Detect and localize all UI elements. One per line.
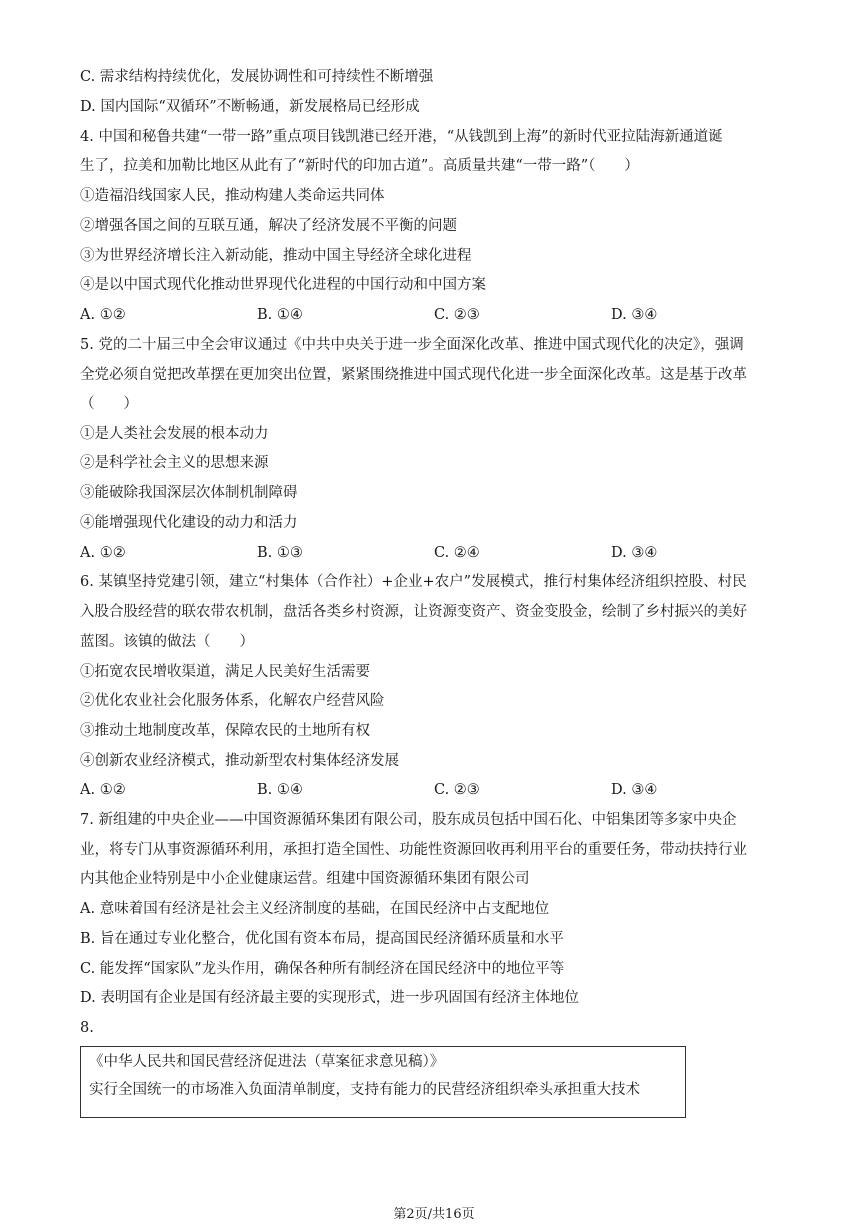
q5-stem-line: 5. 党的二十届三中全会审议通过《中共中央关于进一步全面深化改革、推进中国式现代化的决定》，强调 [80,337,744,353]
q8-box-line: 实行全国统一的市场准入负面清单制度，支持有能力的民营经济组织牵头承担重大技术 [89,1082,640,1098]
q5-option-a: A. ①② [80,545,126,561]
q7-stem-line: 业，将专门从事资源循环利用，承担打造全国性、功能性资源回收再利用平台的重要任务，带动扶持行业 [80,842,747,858]
q8-number: 8. [80,1020,94,1036]
q4-item: ④是以中国式现代化推动世界现代化进程的中国行动和中国方案 [80,277,486,293]
q8-box-title: 《中华人民共和国民营经济促进法（草案征求意见稿）》 [89,1054,445,1070]
q7-stem-line: 内其他企业特别是中小企业健康运营。组建中国资源循环集团有限公司 [80,871,530,887]
q4-item: ①造福沿线国家人民，推动构建人类命运共同体 [80,188,385,204]
q4-stem-line: 4. 中国和秘鲁共建“一带一路”重点项目钱凯港已经开港，“从钱凯到上海”的新时代亚拉陆海新通道诞 [80,129,723,145]
q6-item: ②优化农业社会化服务体系，化解农户经营风险 [80,693,385,709]
q5-item: ④能增强现代化建设的动力和活力 [80,515,298,531]
q7-stem-line: 7. 新组建的中央企业——中国资源循环集团有限公司，股东成员包括中国石化、中铝集团等多家中央企 [80,812,737,828]
q5-option-c: C. ②④ [434,545,480,561]
q6-stem-line: 入股合股经营的联农带农机制，盘活各类乡村资源，让资源变资产、资金变股金，绘制了乡村振兴的美好 [80,604,747,620]
page-number: 第2页/共16页 [393,1207,475,1222]
q6-stem-line: 蓝图。该镇的做法（ ） [80,634,254,650]
q4-option-b: B. ①④ [257,307,303,323]
q4-option-c: C. ②③ [434,307,480,323]
q6-stem-line: 6. 某镇坚持党建引领，建立“村集体（合作社）+企业+农户”发展模式，推行村集体经济组织控股、村民 [80,574,747,590]
q6-option-c: C. ②③ [434,782,480,798]
q6-option-b: B. ①④ [257,782,303,798]
q3-option-d: D. 国内国际“双循环”不断畅通，新发展格局已经形成 [80,99,420,115]
q7-option-d: D. 表明国有企业是国有经济最主要的实现形式，进一步巩固国有经济主体地位 [80,990,579,1006]
q5-item: ①是人类社会发展的根本动力 [80,426,269,442]
q3-option-c: C. 需求结构持续优化，发展协调性和可持续性不断增强 [80,69,434,85]
q5-stem-line: （ ） [80,396,138,412]
q6-item: ③推动土地制度改革，保障农民的土地所有权 [80,723,370,739]
q4-item: ②增强各国之间的互联互通，解决了经济发展不平衡的问题 [80,218,457,234]
q7-option-a: A. 意味着国有经济是社会主义经济制度的基础，在国民经济中占支配地位 [80,901,550,917]
q6-item: ④创新农业经济模式，推动新型农村集体经济发展 [80,753,399,769]
q4-stem-line: 生了，拉美和加勒比地区从此有了“新时代的印加古道”。高质量共建“一带一路”（ ） [80,158,639,174]
q4-option-d: D. ③④ [611,307,658,323]
q6-item: ①拓宽农民增收渠道，满足人民美好生活需要 [80,664,370,680]
q4-item: ③为世界经济增长注入新动能，推动中国主导经济全球化进程 [80,248,472,264]
q5-option-d: D. ③④ [611,545,658,561]
q6-option-a: A. ①② [80,782,126,798]
q5-item: ③能破除我国深层次体制机制障碍 [80,485,298,501]
q5-stem-line: 全党必须自觉把改革摆在更加突出位置，紧紧围绕推进中国式现代化进一步全面深化改革。这是基于改革 [80,367,747,383]
q5-option-b: B. ①③ [257,545,303,561]
q6-option-d: D. ③④ [611,782,658,798]
q8-material-box [80,1046,686,1118]
q7-option-c: C. 能发挥“国家队”龙头作用，确保各种所有制经济在国民经济中的地位平等 [80,961,565,977]
q7-option-b: B. 旨在通过专业化整合，优化国有资本布局，提高国民经济循环质量和水平 [80,931,564,947]
q5-item: ②是科学社会主义的思想来源 [80,455,269,471]
q4-option-a: A. ①② [80,307,126,323]
